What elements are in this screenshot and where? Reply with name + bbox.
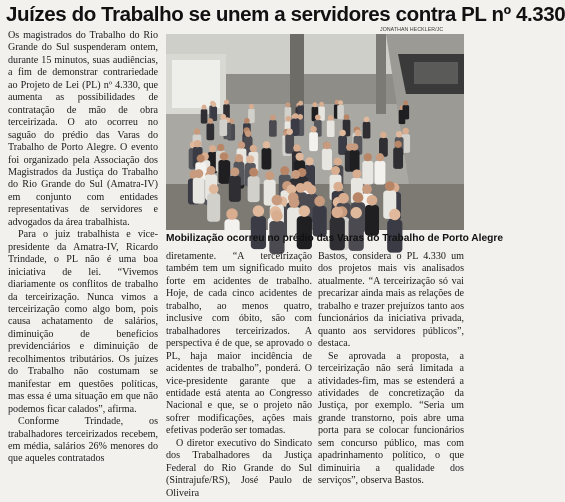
person-body <box>229 176 241 202</box>
person-head <box>230 167 239 176</box>
person-head <box>207 166 216 175</box>
person-head <box>220 114 226 120</box>
paragraph: Conforme Trindade, os trabalhadores terceirizados recebem, em média, salários 26% menores do que aqueles contratados <box>8 416 158 465</box>
person-head <box>285 102 290 107</box>
person-head <box>403 100 408 105</box>
person-head <box>352 169 361 178</box>
person-head <box>394 141 401 148</box>
paragraph: Se aprovada a proposta, a terceirização não será limitada a atividades-fim, mas se estenderá a atividades de concretização da Justiça, por exemplo. “Seria um grande transtorno, pois abre uma porta para se colocar funcionários sem concurso público, mas com apadrinhamento político, o que diminuiria a qualidade dos serviços”, observa Bastos. <box>318 350 464 487</box>
person-head <box>194 169 203 178</box>
person-body <box>350 150 360 171</box>
person-head <box>207 118 213 124</box>
person-body <box>363 122 371 139</box>
person-head <box>293 144 300 151</box>
person-head <box>211 102 216 107</box>
paragraph: Bastos, considera o PL 4.330 um dos projetos mais vis analisados atualmente. “A terceirização só vai precarizar ainda mais as relações de trabalho e trazer prejuízos tanto aos funcionários da iniciativa privada, quanto aos servidores públicos”, destaca. <box>318 251 464 350</box>
person-head <box>293 113 299 119</box>
person-head <box>331 166 340 175</box>
person-head <box>306 185 316 195</box>
person-head <box>245 130 252 137</box>
paragraph: O diretor executivo do Sindicato dos Trabalhadores da Justiça Federal do Rio Grande do Sul (Sintrajufe/RS), José Paulo de Oliveira <box>166 437 312 499</box>
person-head <box>263 141 270 148</box>
person-head <box>224 100 229 105</box>
person-head <box>291 170 300 179</box>
person-head <box>238 141 245 148</box>
person-body <box>292 119 300 136</box>
person-body <box>322 149 332 170</box>
person-head <box>344 114 350 120</box>
person-body <box>313 206 327 237</box>
person-head <box>328 115 334 121</box>
article-column-1 <box>8 30 158 466</box>
person-head <box>319 102 324 107</box>
person-head <box>272 195 283 206</box>
article-column-3 <box>318 251 464 488</box>
person-head <box>296 153 304 161</box>
person-head <box>197 154 205 162</box>
person-head <box>338 193 349 204</box>
person-head <box>389 209 400 220</box>
person-body <box>201 109 208 123</box>
person-head <box>351 143 358 150</box>
person-head <box>402 128 409 135</box>
article-column-2 <box>166 251 312 500</box>
person-head <box>353 192 364 203</box>
person-body <box>269 120 277 137</box>
person-body <box>218 160 229 184</box>
person-head <box>298 101 303 106</box>
person-body <box>309 132 318 151</box>
person-head <box>332 207 343 218</box>
person-head <box>396 131 403 138</box>
person-body <box>337 105 344 119</box>
person-head <box>220 152 228 160</box>
person-body <box>365 205 379 236</box>
person-head <box>380 132 387 139</box>
person-body <box>193 178 205 204</box>
person-head <box>246 155 254 163</box>
person-head <box>249 104 254 109</box>
person-head <box>249 168 258 177</box>
person-head <box>265 171 274 180</box>
photo-caption: Mobilização ocorreu no prédio das Varas do Trabalho de Porto Alegre <box>166 233 504 244</box>
person-head <box>235 154 243 162</box>
person-head <box>209 145 216 152</box>
crowd <box>166 34 464 230</box>
person-head <box>333 182 343 192</box>
person-head <box>362 184 372 194</box>
person-head <box>376 153 384 161</box>
person-head <box>253 205 264 216</box>
person-body <box>207 193 220 221</box>
person-head <box>315 115 321 121</box>
photo-credit: JONATHAN HECKLER/JC <box>380 27 444 33</box>
person-body <box>262 148 272 169</box>
person-head <box>339 130 346 137</box>
person-body <box>219 119 227 136</box>
person-head <box>364 116 370 122</box>
person-head <box>250 145 257 152</box>
person-head <box>209 184 219 194</box>
crowd-figures <box>166 34 464 230</box>
person-head <box>364 153 372 161</box>
person-head <box>323 142 330 149</box>
article-headline: Juízes do Trabalho se unem a servidores contra PL nº 4.330 <box>6 3 565 26</box>
person-head <box>296 183 306 193</box>
person-head <box>299 205 310 216</box>
person-head <box>355 130 362 137</box>
person-head <box>244 118 250 124</box>
news-photo <box>166 34 464 230</box>
person-body <box>327 120 335 137</box>
person-head <box>310 126 317 133</box>
person-head <box>270 115 276 121</box>
person-head <box>338 100 343 105</box>
person-head <box>286 116 292 122</box>
person-body <box>393 148 403 169</box>
person-head <box>280 166 289 175</box>
person-head <box>226 208 237 219</box>
paragraph: Os magistrados do Trabalho do Rio Grande do Sul suspenderam ontem, durante 15 minutos, suas audiências, a fim de demonstrar contrariedade ao Projeto de Lei (PL) nº 4.330, que aumenta as possibilidades de contratação de mão de obra terceirizada. O ato ocorreu no saguão do prédio das Varas do Trabalho de Porto Alegre. O evento foi organizado pela Associação dos Magistrados da Justiça do Trabalho do Rio Grande do Sul (Amatra-IV) em conjunto com entidades representativas de servidores e advogados da área trabalhista. <box>8 30 158 228</box>
paragraph: diretamente. “A terceirização também tem um significado muito forte em acidentes de trabalho. Hoje, de cada cinco acidentes de trabalho, ao menos quatro, inclusive com óbito, são com trabalhadores terceirizados. A perspectiva é de que, se aprovado o PL, haja maior incidência de acidentes de trabalho”, ponderá. O vice-presidente garante que a entidade está atenta ao Congresso Nacional e que, se o projeto não sofrer modificações, ações mais efetivas poderão ser tomadas. <box>166 251 312 437</box>
person-head <box>271 210 282 221</box>
person-head <box>194 140 201 147</box>
person-head <box>194 128 201 135</box>
person-body <box>285 135 294 154</box>
person-head <box>289 197 300 208</box>
person-head <box>202 105 207 110</box>
person-head <box>334 157 342 165</box>
person-head <box>286 128 293 135</box>
person-body <box>403 105 410 119</box>
person-body <box>206 124 214 141</box>
paragraph: Para o juiz trabalhista e vice-presidente da Amatra-IV, Ricardo Trindade, o PL não é uma boa iniciativa de lei. “Vivemos diariamente os conflitos de trabalho da terceirização. Nunca vimos a terceirização como algo bom, pois causa achatamento de salários, diminuição de benefícios previdenciários e diminuição de recolhimentos tributários. Os juízes do Trabalho não costumam se manifestar em questões políticas, mas essa é uma situação em que não podemos ficar calados”, afirma. <box>8 229 158 415</box>
person-head <box>367 195 378 206</box>
person-head <box>385 181 395 191</box>
person-head <box>305 157 313 165</box>
person-head <box>312 102 317 107</box>
person-head <box>314 196 325 207</box>
person-body <box>374 161 385 185</box>
person-head <box>350 207 361 218</box>
person-body <box>248 176 260 202</box>
person-head <box>217 144 224 151</box>
person-body <box>362 161 373 185</box>
